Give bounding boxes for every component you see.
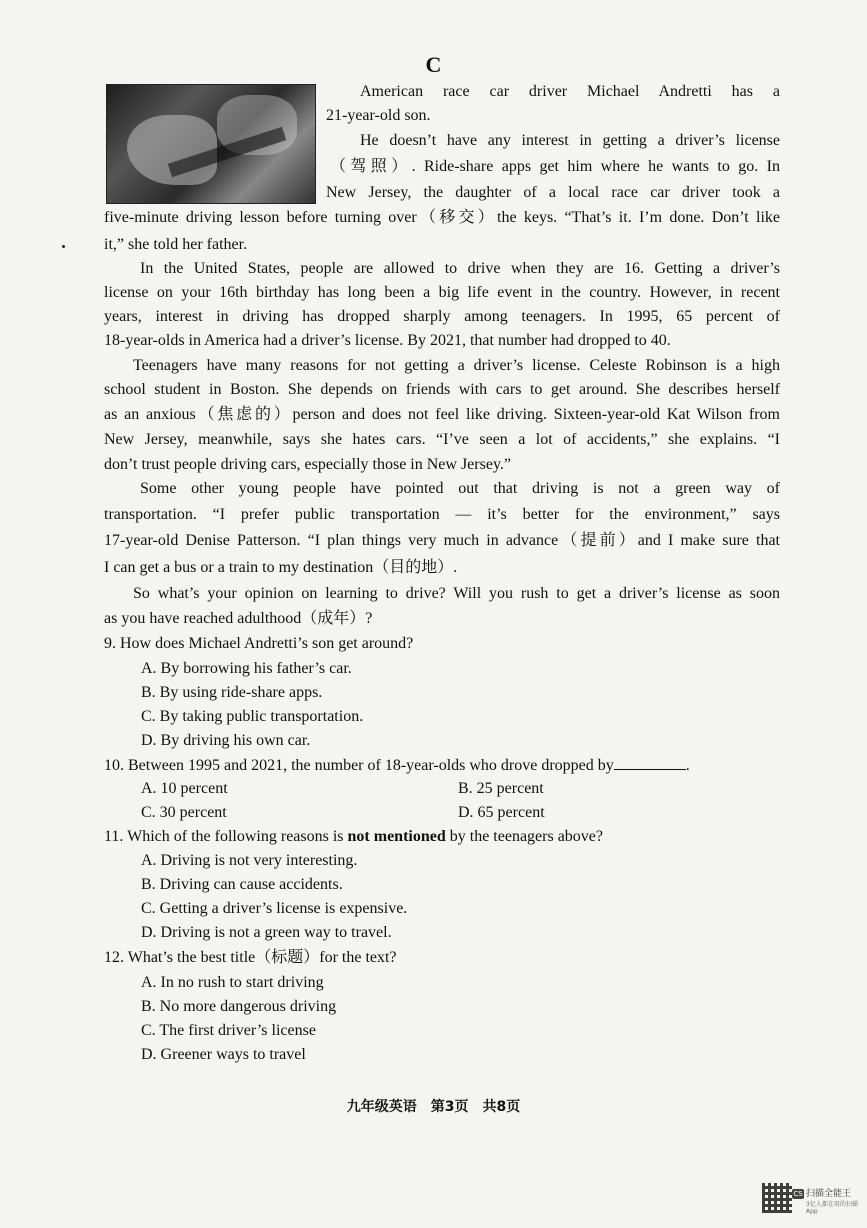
passage-line: 17-year-old Denise Patterson. “I plan things very much in advance（提前）and I make sure that [104, 532, 780, 549]
question-9-option-b[interactable]: B. By using ride-share apps. [141, 684, 323, 701]
passage-line: don’t trust people driving cars, especially those in New Jersey.” [104, 456, 511, 473]
question-11-stem-end: by the teenagers above? [445, 828, 604, 845]
passage-line: 21-year-old son. [326, 107, 431, 124]
question-12-stem: 12. What’s the best title（标题）for the text? [104, 949, 397, 966]
passage-line: as you have reached adulthood（成年）? [104, 610, 373, 627]
question-10-option-b[interactable]: B. 25 percent [458, 780, 544, 797]
question-11-stem-text: 11. Which of the following reasons is [104, 828, 348, 845]
passage-line: He doesn’t have any interest in getting a driver’s license [360, 132, 780, 149]
question-9-option-a[interactable]: A. By borrowing his father’s car. [141, 660, 352, 677]
question-12-option-d[interactable]: D. Greener ways to travel [141, 1046, 306, 1063]
question-12-option-c[interactable]: C. The first driver’s license [141, 1022, 316, 1039]
question-9-stem: 9. How does Michael Andretti’s son get around? [104, 635, 414, 652]
question-11-option-a[interactable]: A. Driving is not very interesting. [141, 852, 358, 869]
qr-code-icon [762, 1183, 792, 1213]
passage-line: So what’s your opinion on learning to drive? Will you rush to get a driver’s license as soon [133, 585, 780, 602]
passage-line: Some other young people have pointed out that driving is not a green way of [140, 480, 780, 497]
passage-line: years, interest in driving has dropped sharply among teenagers. In 1995, 65 percent of [104, 308, 780, 325]
question-11-option-c[interactable]: C. Getting a driver’s license is expensive. [141, 900, 408, 917]
passage-line: American race car driver Michael Andretti has a [360, 83, 780, 100]
question-10-option-c[interactable]: C. 30 percent [141, 804, 227, 821]
question-10-stem-text: 10. Between 1995 and 2021, the number of 18-year-olds who drove dropped by [104, 757, 614, 774]
passage-line: five-minute driving lesson before turning over（移交）the keys. “That’s it. I’m done. Don’t like [104, 209, 780, 226]
question-12-option-b[interactable]: B. No more dangerous driving [141, 998, 337, 1015]
passage-line: Teenagers have many reasons for not getting a driver’s license. Celeste Robinson is a high [133, 357, 780, 374]
question-9-option-d[interactable]: D. By driving his own car. [141, 732, 311, 749]
passage-line: school student in Boston. She depends on friends with cars to get around. She describes herself [104, 381, 780, 398]
question-11-emphasis: not mentioned [347, 828, 446, 845]
passage-line: I can get a bus or a train to my destination（目的地）. [104, 559, 458, 576]
question-10-stem-end: . [685, 757, 690, 774]
scanner-logo-icon: CS [793, 1190, 803, 1198]
scanner-watermark [792, 1186, 867, 1215]
question-11-stem [104, 827, 603, 847]
passage-line: New Jersey, meanwhile, says she hates cars. “I’ve seen a lot of accidents,” she explains. “I [104, 431, 780, 448]
page-footer: 九年级英语 第3页 共8页 [346, 1099, 521, 1115]
scanner-brand: 扫描全能王 [806, 1189, 852, 1199]
question-10-stem [104, 755, 690, 776]
margin-mark [62, 245, 65, 248]
passage-line: （驾照）. Ride-share apps get him where he wants to go. In [330, 158, 780, 175]
passage-line: license on your 16th birthday has long been a big life event in the country. However, in recent [104, 284, 780, 301]
question-11-option-d[interactable]: D. Driving is not a green way to travel. [141, 924, 392, 941]
passage-line: In the United States, people are allowed to drive when they are 16. Getting a driver’s [140, 260, 780, 277]
question-9-option-c[interactable]: C. By taking public transportation. [141, 708, 364, 725]
race-car-driver-photo [106, 84, 316, 204]
passage-line: it,” she told her father. [104, 236, 248, 253]
answer-blank[interactable] [614, 755, 686, 770]
question-10-option-a[interactable]: A. 10 percent [141, 780, 228, 797]
section-heading: C [425, 52, 442, 77]
question-10-option-d[interactable]: D. 65 percent [458, 804, 545, 821]
passage-line: 18-year-olds in America had a driver’s license. By 2021, that number had dropped to 40. [104, 332, 671, 349]
passage-line: as an anxious（焦虑的）person and does not feel like driving. Sixteen-year-old Kat Wilson from [104, 406, 780, 423]
passage-line: New Jersey, the daughter of a local race car driver took a [326, 184, 780, 201]
question-12-option-a[interactable]: A. In no rush to start driving [141, 974, 324, 991]
passage-line: transportation. “I prefer public transportation — it’s better for the environment,” says [104, 506, 780, 523]
question-11-option-b[interactable]: B. Driving can cause accidents. [141, 876, 343, 893]
scanner-tagline: 3亿人都在用的扫描App [806, 1201, 858, 1215]
